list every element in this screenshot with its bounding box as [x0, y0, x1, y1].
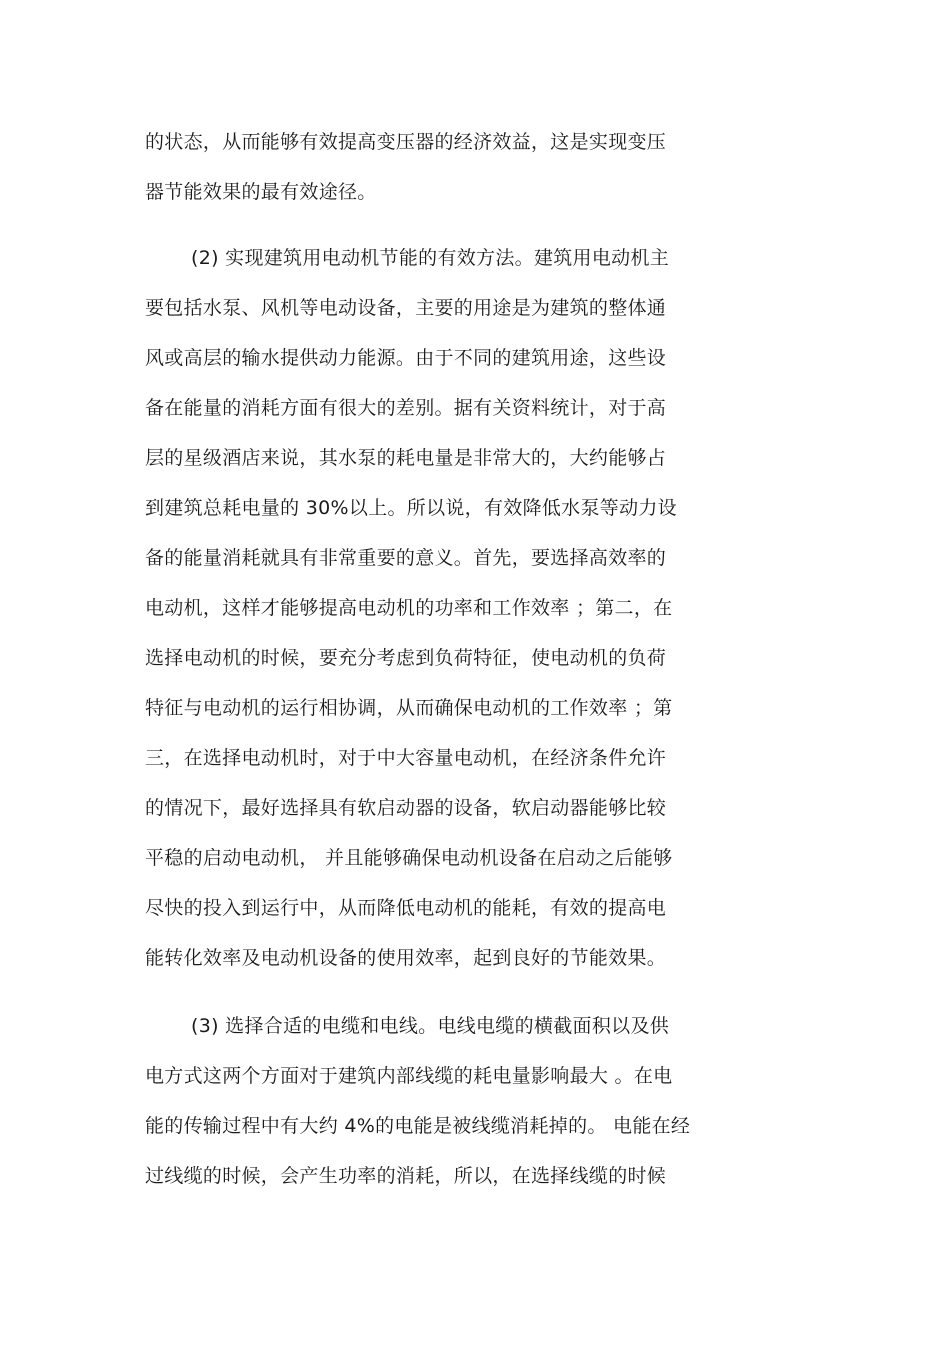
paragraph-2-first-line: (2) 实现建筑用电动机节能的有效方法。建筑用电动机主 — [191, 247, 670, 269]
text-line: 选择电动机的时候，要充分考虑到负荷特征，使电动机的负荷 — [145, 647, 667, 669]
text-line: 平稳的启动电动机， 并且能够确保电动机设备在启动之后能够 — [145, 847, 673, 869]
text-line: 备在能量的消耗方面有很大的差别。据有关资料统计，对于高 — [145, 397, 667, 419]
text-line: 的状态，从而能够有效提高变压器的经济效益，这是实现变压 — [145, 131, 667, 153]
text-line: 器节能效果的最有效途径。 — [145, 181, 377, 203]
text-line: 尽快的投入到运行中，从而降低电动机的能耗，有效的提高电 — [145, 897, 667, 919]
text-line: 三，在选择电动机时，对于中大容量电动机，在经济条件允许 — [145, 747, 667, 769]
text-line: 能的传输过程中有大约 4%的电能是被线缆消耗掉的。 电能在经 — [145, 1115, 691, 1137]
paragraph-3-first-line: (3) 选择合适的电缆和电线。电线电缆的横截面积以及供 — [191, 1015, 670, 1037]
text-line: 的情况下，最好选择具有软启动器的设备，软启动器能够比较 — [145, 797, 667, 819]
text-line: 特征与电动机的运行相协调，从而确保电动机的工作效率 ；第 — [145, 697, 673, 719]
text-line: 过线缆的时候，会产生功率的消耗，所以，在选择线缆的时候 — [145, 1165, 667, 1187]
text-line: 电方式这两个方面对于建筑内部线缆的耗电量影响最大 。在电 — [145, 1065, 673, 1087]
text-line: 能转化效率及电动机设备的使用效率，起到良好的节能效果。 — [145, 947, 667, 969]
text-line: 到建筑总耗电量的 30%以上。所以说，有效降低水泵等动力设 — [145, 497, 677, 519]
text-line: 风或高层的输水提供动力能源。由于不同的建筑用途，这些设 — [145, 347, 667, 369]
text-line: 层的星级酒店来说，其水泵的耗电量是非常大的，大约能够占 — [145, 447, 667, 469]
text-line: 要包括水泵、风机等电动设备，主要的用途是为建筑的整体通 — [145, 297, 667, 319]
text-line: 备的能量消耗就具有非常重要的意义。首先，要选择高效率的 — [145, 547, 667, 569]
text-line: 电动机，这样才能够提高电动机的功率和工作效率 ；第二，在 — [145, 597, 673, 619]
